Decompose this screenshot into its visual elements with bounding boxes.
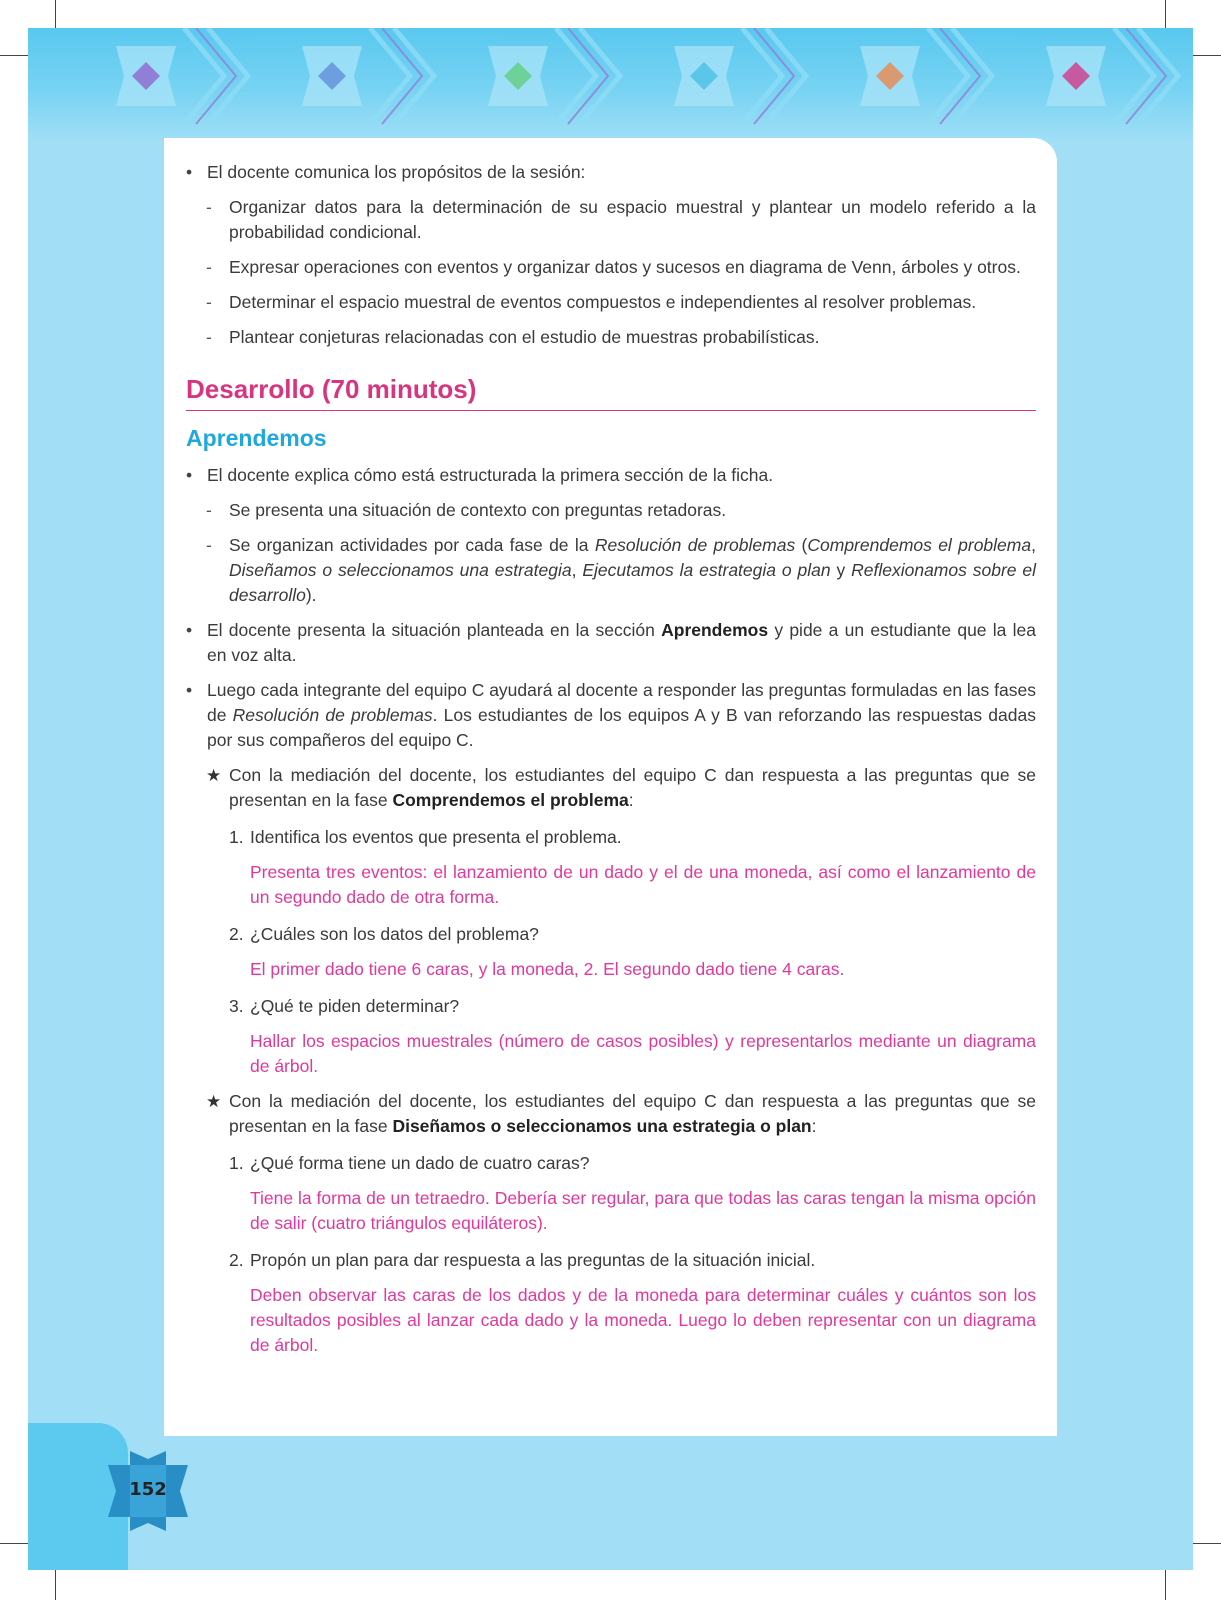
- purpose-item: - Plantear conjeturas relacionadas con el estudio de muestras probabilísticas.: [186, 325, 1036, 350]
- answer-text: El primer dado tiene 6 caras, y la moneda, 2. El segundo dado tiene 4 caras.: [250, 959, 845, 979]
- chevron-decoration: [754, 28, 794, 124]
- page-content: [186, 160, 1036, 1358]
- section-title: Desarrollo (70 minutos): [186, 372, 1036, 411]
- crop-mark: [1165, 1570, 1166, 1600]
- crop-mark: [1193, 55, 1221, 56]
- crop-mark: [55, 1570, 56, 1600]
- question-item: 1. Identifica los eventos que presenta el problema.: [229, 827, 622, 847]
- page-number: 152: [129, 1479, 167, 1500]
- chevron-decoration: [196, 28, 236, 124]
- structure-item: - Se organizan actividades por cada fase de la Resolución de problemas (Comprendemos el problema, Diseñamos o seleccionamos una estrategia, Ejecutamos la estrategia o plan y Reflexionamos sobre el desarrollo).: [186, 533, 1036, 608]
- purpose-item: - Expresar operaciones con eventos y organizar datos y sucesos en diagrama de Venn, árboles y otros.: [186, 255, 1036, 280]
- crop-mark: [1193, 1543, 1221, 1544]
- answer-text: Tiene la forma de un tetraedro. Debería ser regular, para que todas las caras tengan la misma opción de salir (cuatro triángulos equiláteros).: [250, 1188, 1036, 1233]
- phase-comprendemos: ★ Con la mediación del docente, los estudiantes del equipo C dan respuesta a las preguntas que se presentan en la fase Comprendemos el problema:: [186, 763, 1036, 813]
- intro-bullet: • El docente comunica los propósitos de la sesión:: [186, 160, 1036, 185]
- crop-mark: [0, 55, 28, 56]
- chevron-decoration: [208, 28, 248, 124]
- crop-mark: [0, 1543, 28, 1544]
- chevron-decoration: [382, 28, 422, 124]
- chevron-decoration: [1126, 28, 1166, 124]
- phase-disenamos: ★ Con la mediación del docente, los estudiantes del equipo C dan respuesta a las preguntas que se presentan en la fase Diseñamos o seleccionamos una estrategia o plan:: [186, 1089, 1036, 1139]
- chevron-decoration: [952, 28, 992, 124]
- chevron-decoration: [940, 28, 980, 124]
- subsection-title: Aprendemos: [186, 425, 327, 451]
- question-item: 2. Propón un plan para dar respuesta a las preguntas de la situación inicial.: [229, 1250, 816, 1270]
- structure-bullet: • El docente explica cómo está estructurada la primera sección de la ficha.: [186, 463, 1036, 488]
- question-item: 2. ¿Cuáles son los datos del problema?: [229, 924, 539, 944]
- decorative-pattern: [28, 28, 1193, 143]
- crop-mark: [1165, 0, 1166, 28]
- structure-item: - Se presenta una situación de contexto con preguntas retadoras.: [186, 498, 1036, 523]
- answer-text: Presenta tres eventos: el lanzamiento de un dado y el de una moneda, así como el lanzamiento de un segundo dado de otra forma.: [250, 862, 1036, 907]
- purpose-item: - Organizar datos para la determinación de su espacio muestral y plantear un modelo referido a la probabilidad condicional.: [186, 195, 1036, 245]
- answer-text: Hallar los espacios muestrales (número de casos posibles) y representarlos mediante un diagrama de árbol.: [250, 1031, 1036, 1076]
- question-item: 3. ¿Qué te piden determinar?: [229, 996, 460, 1016]
- chevron-decoration: [568, 28, 608, 124]
- chevron-decoration: [580, 28, 620, 124]
- presenta-bullet: • El docente presenta la situación planteada en la sección Aprendemos y pide a un estudiante que la lea en voz alta.: [186, 618, 1036, 668]
- question-item: 1. ¿Qué forma tiene un dado de cuatro caras?: [229, 1153, 590, 1173]
- chevron-decoration: [1138, 28, 1178, 124]
- chevron-decoration: [394, 28, 434, 124]
- chevron-decoration: [766, 28, 806, 124]
- luego-bullet: • Luego cada integrante del equipo C ayudará al docente a responder las preguntas formuladas en las fases de Resolución de problemas. Los estudiantes de los equipos A y B van reforzando las respuestas dadas por sus compañeros del equipo C.: [186, 678, 1036, 753]
- decorative-header-band: [28, 28, 1193, 143]
- crop-mark: [55, 0, 56, 28]
- purpose-item: - Determinar el espacio muestral de eventos compuestos e independientes al resolver problemas.: [186, 290, 1036, 315]
- answer-text: Deben observar las caras de los dados y de la moneda para determinar cuáles y cuántos son los resultados posibles al lanzar cada dado y la moneda. Luego lo deben representar con un diagrama de árbol.: [250, 1285, 1036, 1355]
